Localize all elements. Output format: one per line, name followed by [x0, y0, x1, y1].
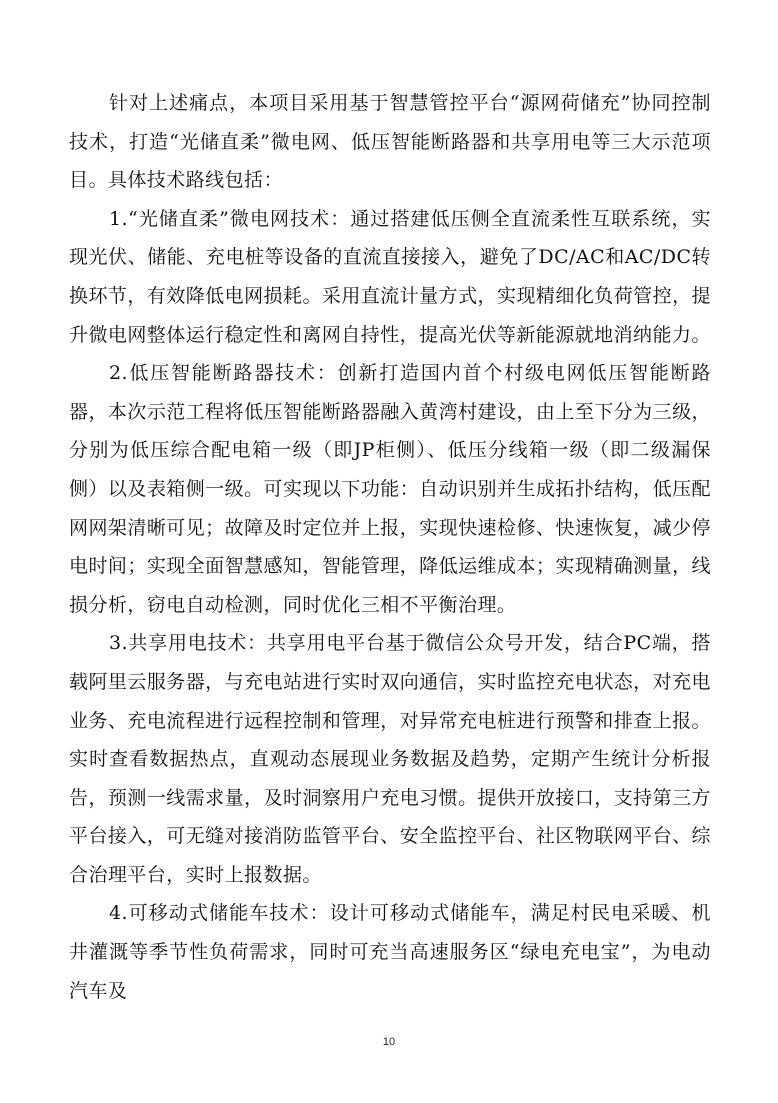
- shared-power-paragraph: 3.共享用电技术：共享用电平台基于微信公众号开发，结合PC端，搭载阿里云服务器，与充电站进行实时双向通信，实时监控充电状态，对充电业务、充电流程进行远程控制和管理，对异常充电桩进行预警和排查上报。实时查看数据热点，直观动态展现业务数据及趋势，定期产生统计分析报告，预测一线需求量，及时洞察用户充电习惯。提供开放接口，支持第三方平台接入，可无缝对接消防监管平台、安全监控平台、社区物联网平台、综合治理平台，实时上报数据。: [69, 632, 711, 886]
- microgrid-paragraph: 1.“光储直柔”微电网技术：通过搭建低压侧全直流柔性互联系统，实现光伏、储能、充电桩等设备的直流直接接入，避免了DC/AC和AC/DC转换环节，有效降低电网损耗。采用直流计量方式，实现精细化负荷管控，提升微电网整体运行稳定性和离网自持性，提高光伏等新能源就地消纳能力。: [69, 207, 711, 346]
- page-number: 10: [382, 1036, 396, 1048]
- body-text: [69, 84, 711, 1010]
- breaker-paragraph: 2.低压智能断路器技术：创新打造国内首个村级电网低压智能断路器，本次示范工程将低压智能断路器融入黄湾村建设，由上至下分为三级，分别为低压综合配电箱一级（即JP柜侧）、低压分线箱一级（即二级漏保侧）以及表箱侧一级。可实现以下功能：自动识别并生成拓扑结构，低压配网网架清晰可见；故障及时定位并上报，实现快速检修、快速恢复，减少停电时间；实现全面智慧感知，智能管理，降低运维成本；实现精确测量，线损分析，窃电自动检测，同时优化三相不平衡治理。: [69, 362, 711, 616]
- intro-paragraph: 针对上述痛点，本项目采用基于智慧管控平台“源网荷储充”协同控制技术，打造“光储直柔”微电网、低压智能断路器和共享用电等三大示范项目。具体技术路线包括：: [69, 92, 711, 192]
- storage-vehicle-paragraph: 4.可移动式储能车技术：设计可移动式储能车，满足村民电采暖、机井灌溉等季节性负荷需求，同时可充当高速服务区“绿电充电宝”，为电动汽车及: [69, 902, 711, 1002]
